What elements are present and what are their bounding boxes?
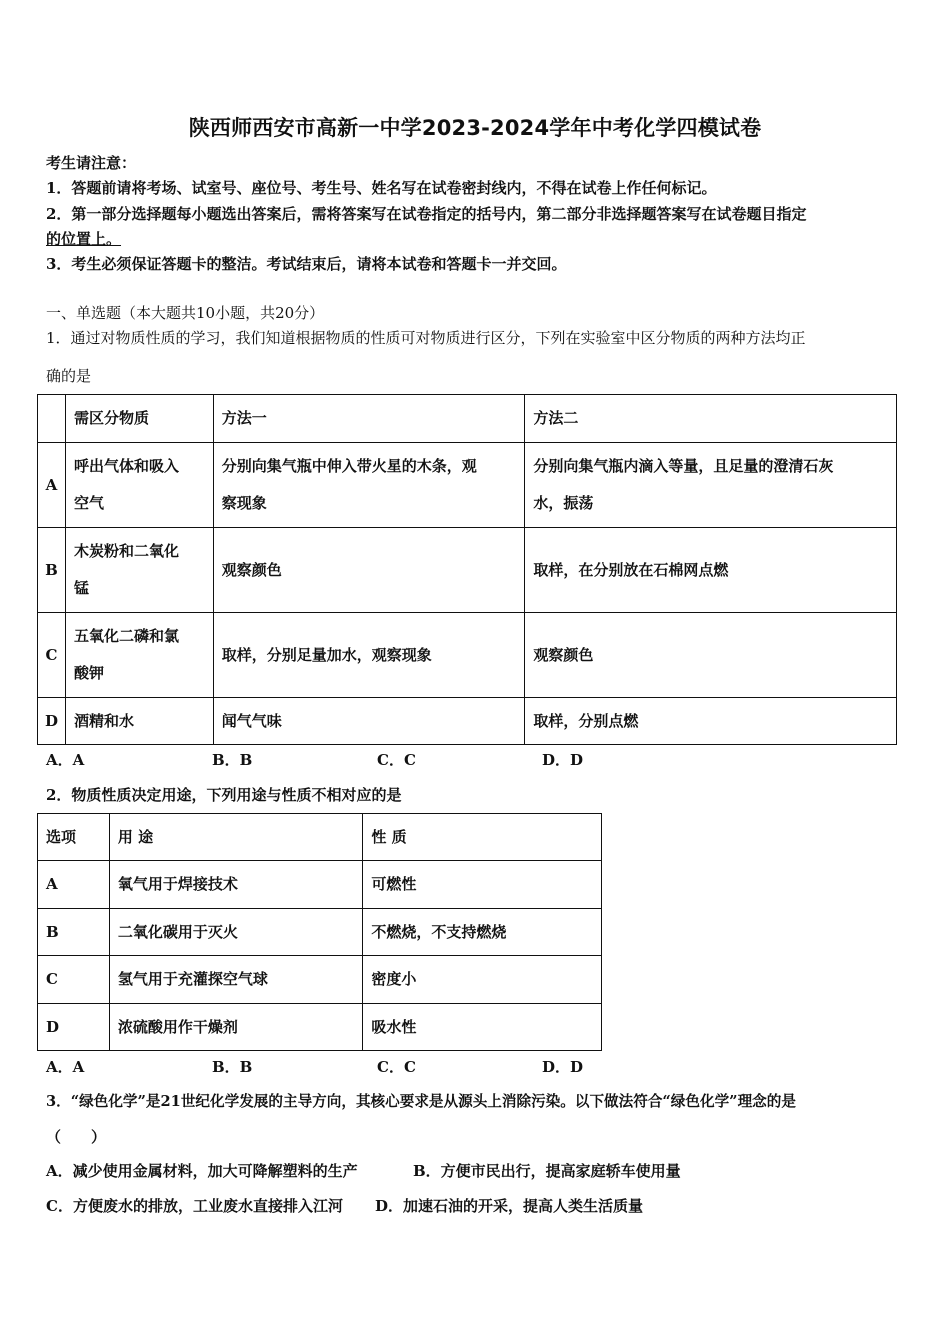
section-heading: 一、单选题（本大题共10小题，共20分） <box>46 304 325 322</box>
q1-stem-line-2: 确的是 <box>46 367 92 385</box>
cell-line: 分别向集气瓶内滴入等量，且足量的澄清石灰 <box>533 457 834 475</box>
q1-header-cell: 方法一 <box>213 395 525 443</box>
q2-option-a[interactable]: A．A <box>46 1058 85 1076</box>
q3-option-d[interactable]: D．加速石油的开采，提高人类生活质量 <box>375 1197 644 1215</box>
notice-heading: 考生请注意： <box>46 154 137 172</box>
row-label: D <box>38 698 66 745</box>
q1-header-cell <box>38 395 66 443</box>
row-label: C <box>38 956 110 1004</box>
row-label: A <box>38 443 66 528</box>
row-label: B <box>38 528 66 613</box>
table-row <box>38 909 602 956</box>
cell-line: 分别向集气瓶中伸入带火星的木条，观 <box>221 457 477 475</box>
q3-option-c[interactable]: C．方便废水的排放，工业废水直接排入江河 <box>46 1197 343 1215</box>
notice-item-2-line-1: 2．第一部分选择题每小题选出答案后，需将答案写在试卷指定的括号内，第二部分非选择题答案写在试卷题目指定 <box>46 205 807 223</box>
q2-table <box>37 813 602 1051</box>
q3-option-a[interactable]: A．减少使用金属材料，加大可降解塑料的生产 <box>46 1162 358 1180</box>
cell-line: 取样，分别足量加水，观察现象 <box>221 645 432 664</box>
cell-line: 取样，在分别放在石棉网点燃 <box>533 560 729 579</box>
cell-line: 水，振荡 <box>533 494 594 512</box>
property-cell: 吸水性 <box>363 1004 602 1051</box>
q1-header-cell: 需区分物质 <box>65 395 213 443</box>
page-title: 陕西师西安市高新一中学2023-2024学年中考化学四模试卷 <box>188 116 762 140</box>
cell-line: 酸钾 <box>73 664 104 682</box>
table-row <box>38 528 897 613</box>
use-cell: 二氧化碳用于灭火 <box>109 909 363 956</box>
use-cell: 浓硫酸用作干燥剂 <box>109 1004 363 1051</box>
q1-stem-line-1: 1．通过对物质性质的学习，我们知道根据物质的性质可对物质进行区分，下列在实验室中区分物质的两种方法均正 <box>46 329 806 347</box>
row-label: C <box>38 613 66 698</box>
q1-option-d[interactable]: D．D <box>542 751 584 769</box>
q2-stem: 2．物质性质决定用途，下列用途与性质不相对应的是 <box>46 786 402 804</box>
cell-line: 闻气气味 <box>221 711 282 730</box>
use-cell: 氢气用于充灌探空气球 <box>109 956 363 1004</box>
table-row <box>38 861 602 909</box>
notice-item-1: 1．答题前请将考场、试室号、座位号、考生号、姓名写在试卷密封线内，不得在试卷上作任何标记。 <box>46 179 717 197</box>
row-label: B <box>38 909 110 956</box>
cell-line: 呼出气体和吸入 <box>73 457 179 475</box>
q1-header-cell: 方法二 <box>525 395 897 443</box>
property-cell: 密度小 <box>363 956 602 1004</box>
table-row <box>38 613 897 698</box>
cell-line: 取样，分别点燃 <box>533 711 639 730</box>
cell-line: 空气 <box>73 494 104 512</box>
table-row <box>38 698 897 745</box>
q2-table-header <box>38 814 602 861</box>
property-cell: 不燃烧，不支持燃烧 <box>363 909 602 956</box>
cell-line: 观察颜色 <box>533 645 594 664</box>
q2-header-cell: 选项 <box>38 814 110 861</box>
cell-line: 察现象 <box>221 494 267 512</box>
q2-header-cell: 用 途 <box>109 814 363 861</box>
notice-item-2-line-2: 的位置上。 <box>46 230 122 248</box>
q1-table <box>37 394 897 745</box>
q1-table-header <box>38 395 897 443</box>
cell-line: 五氧化二磷和氯 <box>73 627 179 645</box>
q2-option-b[interactable]: B．B <box>212 1058 253 1076</box>
table-row <box>38 1004 602 1051</box>
table-row <box>38 956 602 1004</box>
q2-option-c[interactable]: C．C <box>377 1058 416 1076</box>
q1-option-a[interactable]: A．A <box>46 751 85 769</box>
table-row <box>38 443 897 528</box>
q1-option-c[interactable]: C．C <box>377 751 416 769</box>
use-cell: 氧气用于焊接技术 <box>109 861 363 909</box>
q3-stem: 3．“绿色化学”是21世纪化学发展的主导方向，其核心要求是从源头上消除污染。以下做法符合“绿色化学”理念的是 <box>46 1093 796 1110</box>
cell-line: 木炭粉和二氧化 <box>73 542 179 560</box>
cell-line: 观察颜色 <box>221 560 282 579</box>
notice-item-3: 3．考生必须保证答题卡的整洁。考试结束后，请将本试卷和答题卡一并交回。 <box>46 255 567 273</box>
q2-option-d[interactable]: D．D <box>542 1058 584 1076</box>
row-label: A <box>38 861 110 909</box>
cell-line: 锰 <box>73 579 89 597</box>
row-label: D <box>38 1004 110 1051</box>
q2-header-cell: 性 质 <box>363 814 602 861</box>
property-cell: 可燃性 <box>363 861 602 909</box>
q3-answer-paren: （ ） <box>46 1128 107 1146</box>
cell-line: 酒精和水 <box>73 711 134 730</box>
q1-option-b[interactable]: B．B <box>212 751 253 769</box>
q3-option-b[interactable]: B．方便市民出行，提高家庭轿车使用量 <box>413 1162 681 1180</box>
